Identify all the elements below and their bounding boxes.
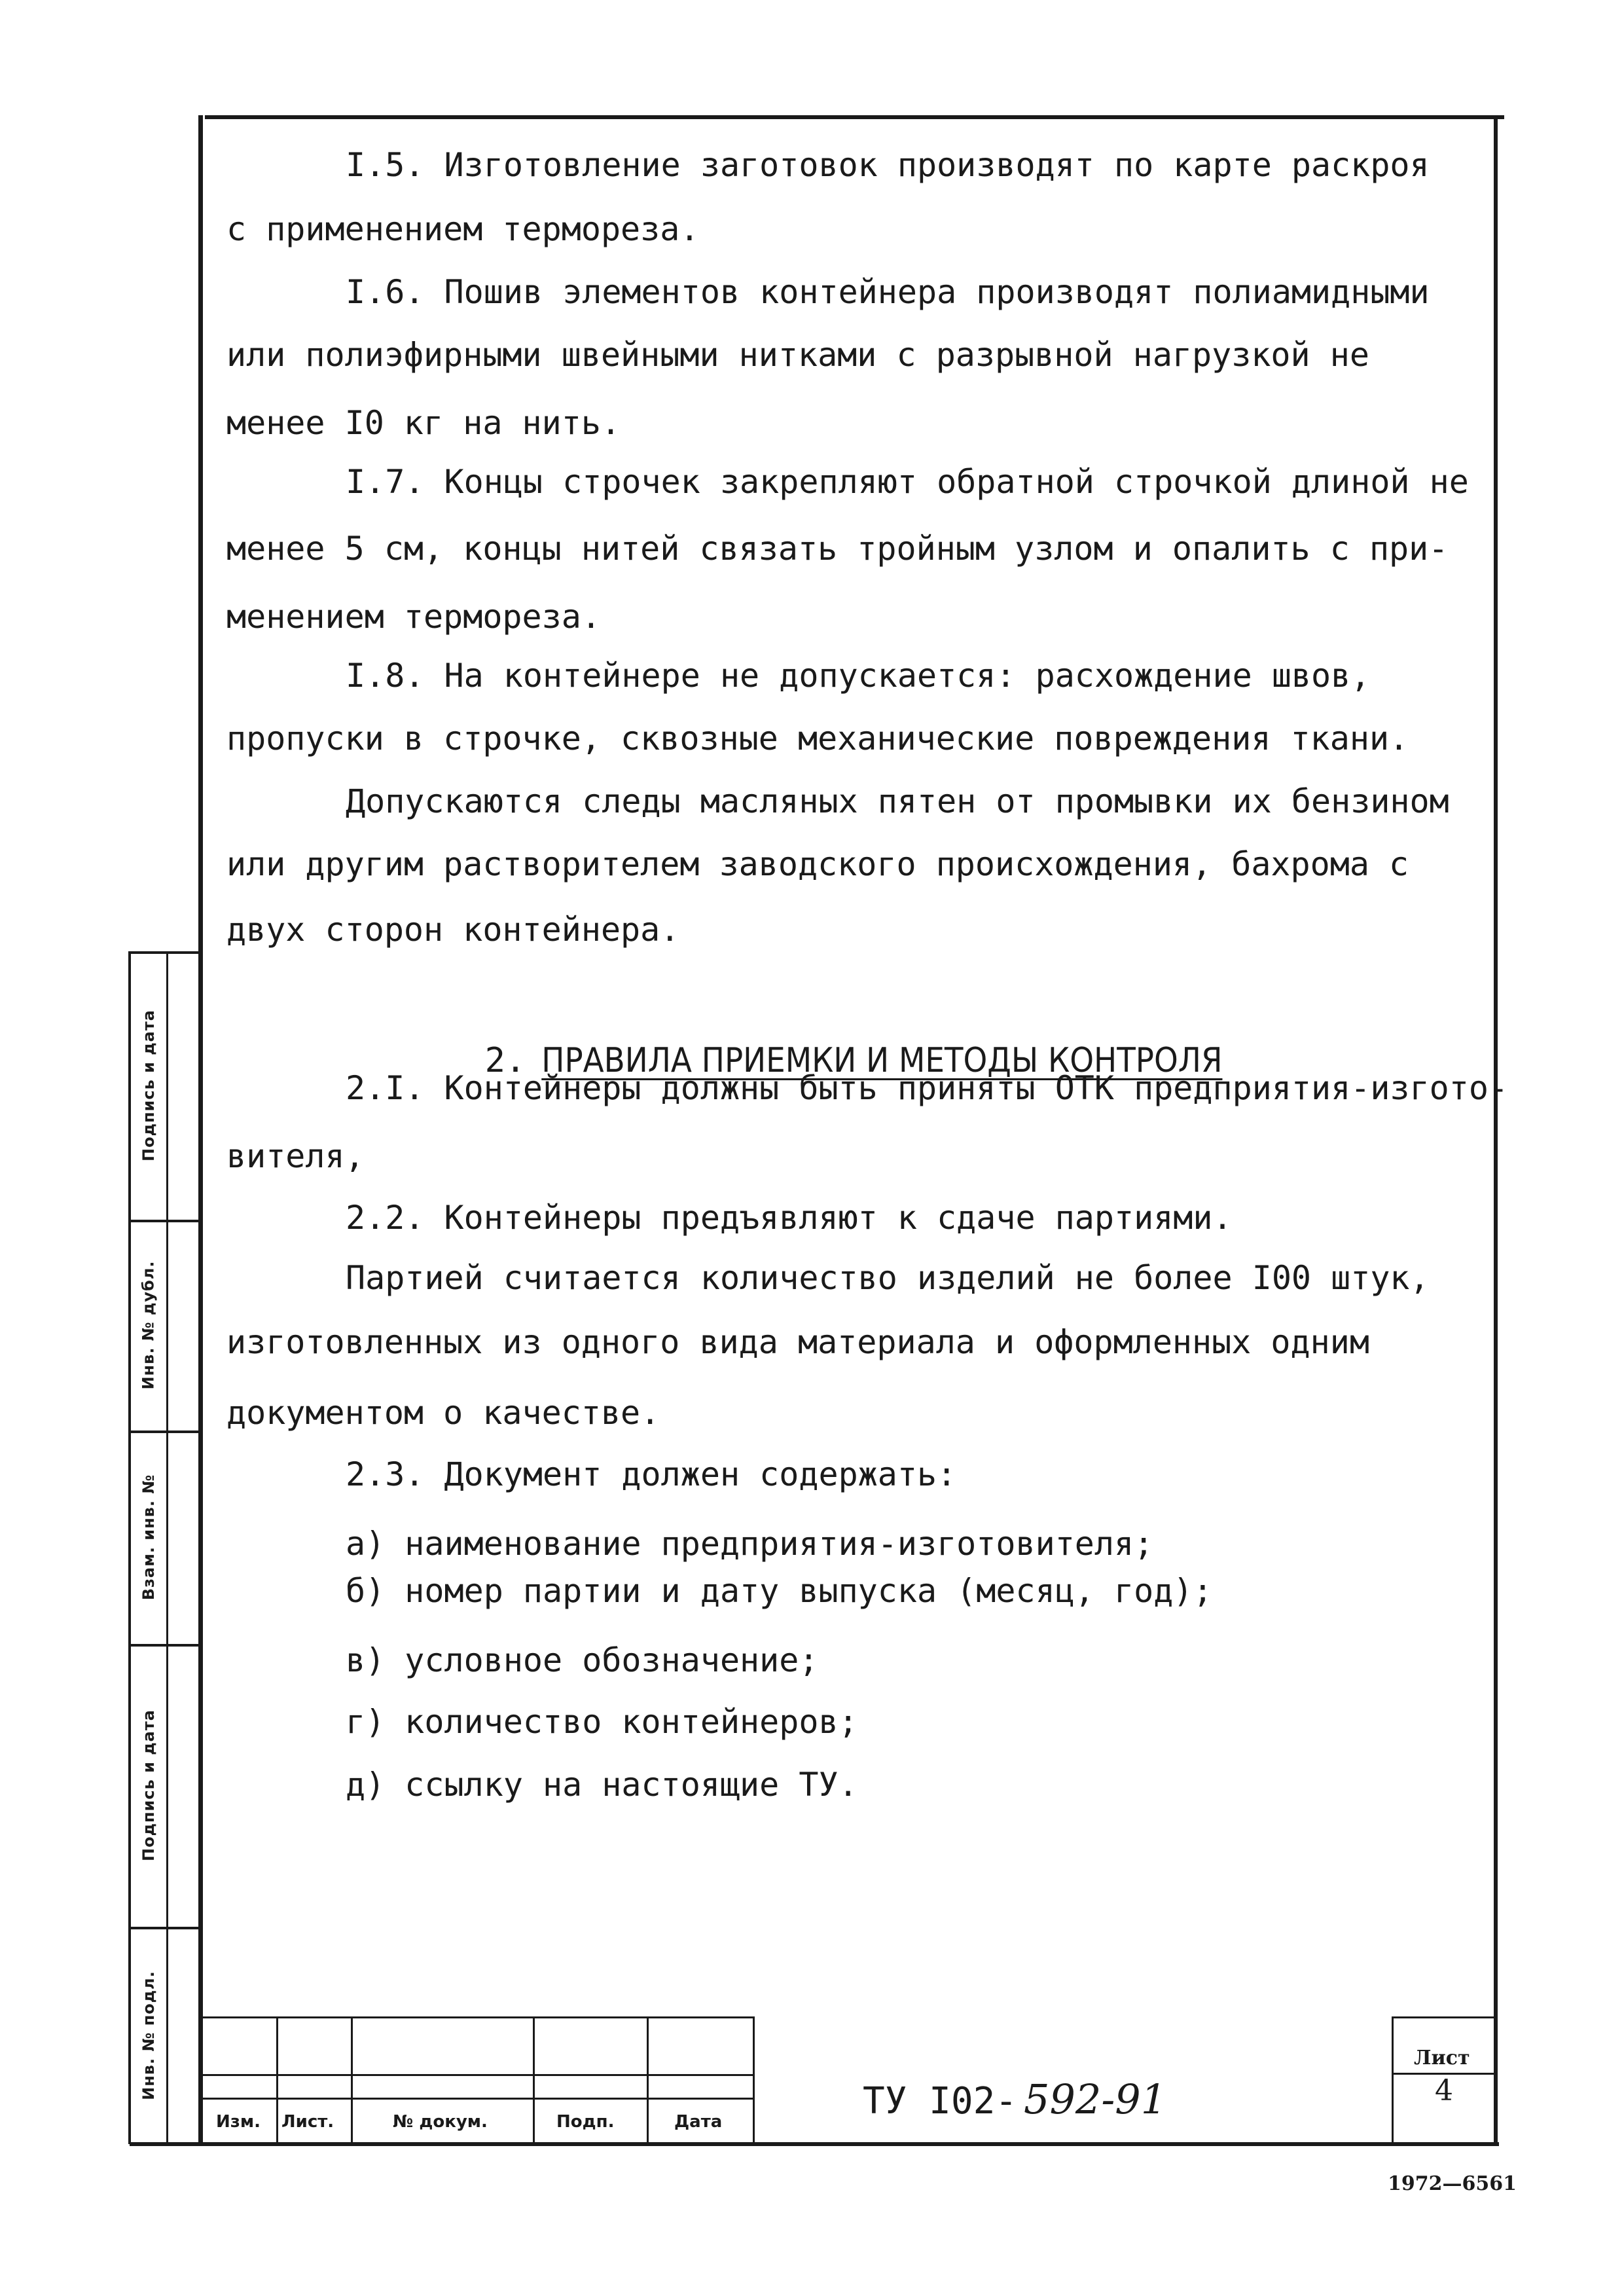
- paragraph-line: изготовленных из одного вида материала и оформленных одним: [226, 1323, 1369, 1361]
- paragraph-line: документом о качестве.: [226, 1394, 660, 1432]
- paragraph-line: менее I0 кг на нить.: [226, 404, 621, 442]
- paragraph-line: 2.2. Контейнеры предъявляют к сдаче партиями.: [346, 1199, 1233, 1237]
- paragraph-line: менением термореза.: [226, 598, 601, 636]
- paragraph-line: Допускаются следы масляных пятен от промывки их бензином: [346, 782, 1449, 820]
- handwritten-number: 592-91: [1024, 2075, 1167, 2123]
- strip-cell-replacement-inv: Взам. инв. №: [139, 1474, 158, 1601]
- side-stamp-strip: [128, 951, 202, 2144]
- column-label-date: Дата: [674, 2112, 723, 2132]
- list-item: б) номер партии и дату выпуска (месяц, год);: [346, 1572, 1213, 1610]
- list-item: д) ссылку на настоящие ТУ.: [346, 1766, 858, 1804]
- paragraph-line: I.6. Пошив элементов контейнера производят полиамидными: [346, 273, 1430, 311]
- title-block-rule: [203, 2098, 753, 2100]
- title-block-divider: [351, 2016, 353, 2145]
- title-block-rule: [203, 2074, 753, 2076]
- strip-cell-signature-date-2: Подпись и дата: [139, 1709, 158, 1861]
- print-code: 1972—6561: [1388, 2172, 1517, 2195]
- paragraph-line: вителя,: [226, 1137, 365, 1175]
- title-block-rule: [203, 2016, 753, 2018]
- paragraph-line: менее 5 см, концы нитей связать тройным узлом и опалить с при-: [226, 530, 1449, 568]
- title-block-divider: [533, 2016, 535, 2145]
- section-title: ПРАВИЛА ПРИЕМКИ И МЕТОДЫ КОНТРОЛЯ: [541, 1041, 1223, 1080]
- paragraph-line: с применением термореза.: [226, 210, 700, 248]
- strip-cell-duplicate-inv: Инв. № дубл.: [139, 1260, 158, 1390]
- title-block-divider: [753, 2016, 755, 2145]
- paragraph-line: или другим растворителем заводского происхождения, бахрома с: [226, 845, 1409, 883]
- page-frame-bottom: [130, 2142, 1499, 2146]
- title-block-rule: [1392, 2016, 1496, 2018]
- strip-cell-original-inv: Инв. № подл.: [139, 1971, 158, 2100]
- paragraph-line: 2.I. Контейнеры должны быть приняты ОТК предприятия-изгото-: [346, 1069, 1509, 1107]
- column-label-sheet: Лист.: [281, 2112, 334, 2132]
- column-label-doc-number: № докум.: [393, 2112, 488, 2132]
- paragraph-line: Партией считается количество изделий не более I00 штук,: [346, 1259, 1430, 1297]
- title-block-divider: [1392, 2016, 1394, 2145]
- sheet-number: 4: [1435, 2074, 1453, 2107]
- list-item: а) наименование предприятия-изготовителя;: [346, 1525, 1154, 1563]
- page-frame-top: [205, 115, 1504, 119]
- strip-divider: [166, 951, 168, 2144]
- paragraph-line: пропуски в строчке, сквозные механические повреждения ткани.: [226, 720, 1409, 757]
- paragraph-line: I.5. Изготовление заготовок производят по карте раскроя: [346, 146, 1430, 184]
- title-block-divider: [647, 2016, 649, 2145]
- paragraph-line: I.8. На контейнере не допускается: расхождение швов,: [346, 657, 1371, 695]
- paragraph-line: или полиэфирными швейными нитками с разрывной нагрузкой не: [226, 336, 1369, 374]
- paragraph-line: I.7. Концы строчек закрепляют обратной строчкой длиной не: [346, 463, 1469, 501]
- paragraph-line: 2.3. Документ должен содержать:: [346, 1455, 957, 1493]
- section-number: 2.: [484, 1041, 526, 1080]
- strip-cell-signature-date: Подпись и дата: [139, 1010, 158, 1161]
- list-item: г) количество контейнеров;: [346, 1703, 858, 1741]
- document-designation: ТУ I02- 592-91: [863, 2075, 1167, 2123]
- column-label-signature: Подп.: [556, 2112, 615, 2132]
- title-block-divider: [276, 2016, 278, 2145]
- column-label-change: Изм.: [216, 2112, 261, 2132]
- list-item: в) условное обозначение;: [346, 1641, 819, 1679]
- paragraph-line: двух сторон контейнера.: [226, 911, 680, 949]
- sheet-label: Лист: [1414, 2047, 1470, 2069]
- page-frame-right: [1494, 115, 1498, 2145]
